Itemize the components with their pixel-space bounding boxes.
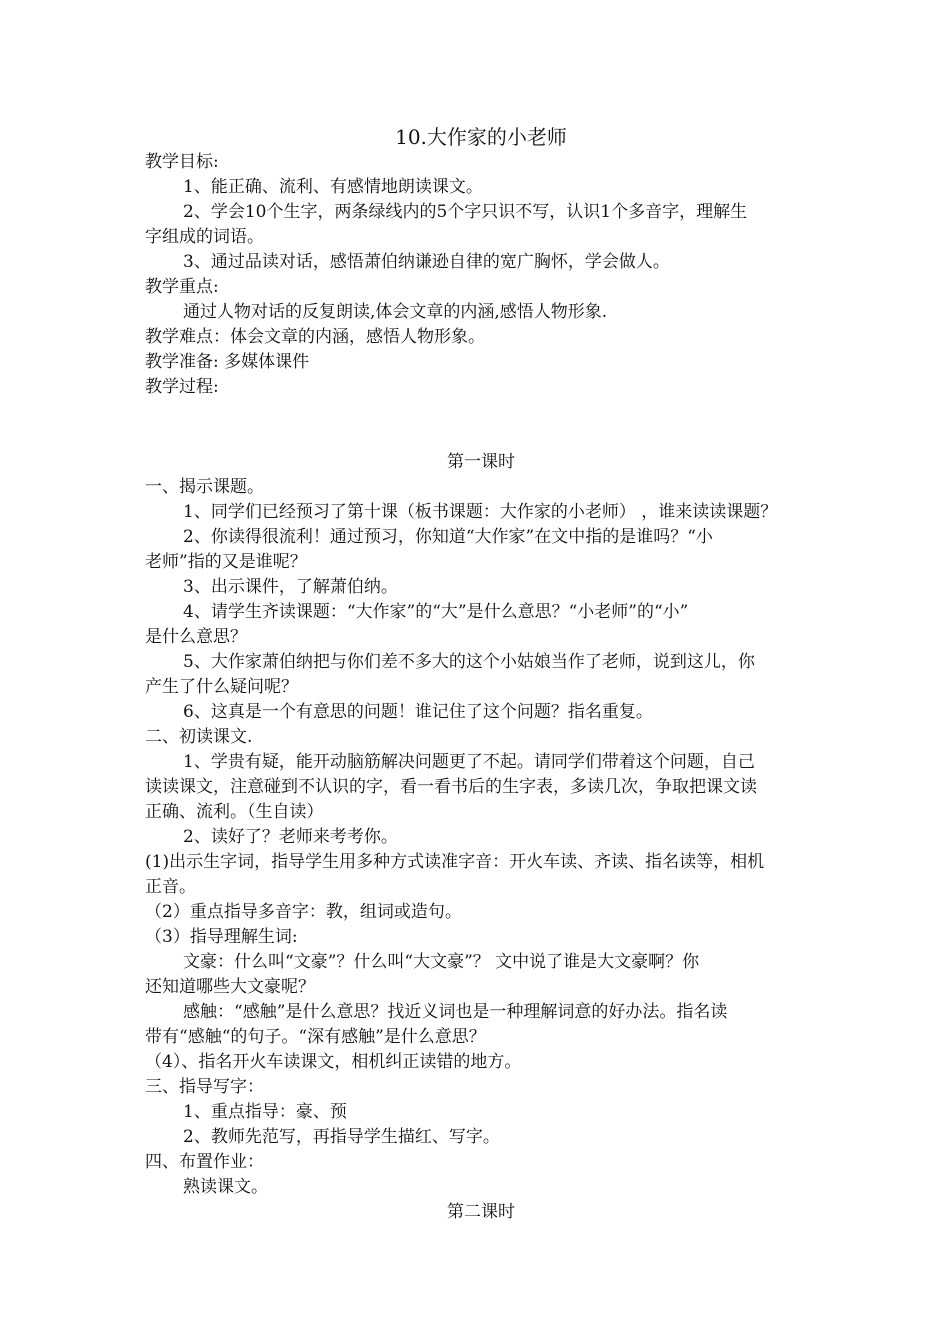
paragraph-line: 熟读课文。	[183, 1177, 268, 1197]
paragraph-line: 6、这真是一个有意思的问题！谁记住了这个问题？指名重复。	[183, 702, 653, 722]
lesson-heading-second: 第二课时	[447, 1202, 515, 1222]
section-heading-key-points: 教学重点:	[145, 277, 219, 297]
paragraph-line: 通过人物对话的反复朗读,体会文章的内涵,感悟人物形象.	[183, 302, 608, 322]
paragraph-line: （4）、指名开火车读课文，相机纠正读错的地方。	[145, 1052, 522, 1072]
step-heading: 二、初读课文.	[145, 727, 253, 747]
paragraph-line: 字组成的词语。	[145, 227, 264, 247]
paragraph-line: 3、出示课件，了解萧伯纳。	[183, 577, 398, 597]
paragraph-line: 1、重点指导：豪、预	[183, 1102, 347, 1122]
paragraph-line: 3、通过品读对话，感悟萧伯纳谦逊自律的宽广胸怀，学会做人。	[183, 252, 670, 272]
paragraph-line: 5、大作家萧伯纳把与你们差不多大的这个小姑娘当作了老师，说到这儿，你	[183, 652, 755, 672]
paragraph-line: 1、能正确、流利、有感情地朗读课文。	[183, 177, 483, 197]
paragraph-line: （3）指导理解生词:	[145, 927, 298, 947]
paragraph-line: 老师”指的又是谁呢？	[145, 552, 307, 572]
paragraph-line: 正音。	[145, 877, 196, 897]
section-heading-objectives: 教学目标:	[145, 152, 219, 172]
paragraph-line: 产生了什么疑问呢？	[145, 677, 298, 697]
paragraph-line: （2）重点指导多音字：教，组词或造句。	[145, 902, 462, 922]
paragraph-line: (1)出示生字词，指导学生用多种方式读准字音：开火车读、齐读、指名读等，相机	[145, 852, 765, 872]
section-heading-difficulties: 教学难点：体会文章的内涵，感悟人物形象。	[145, 327, 485, 347]
paragraph-line: 2、读好了？老师来考考你。	[183, 827, 398, 847]
paragraph-line: 带有“感触“的句子。“深有感触”是什么意思？	[145, 1027, 486, 1047]
paragraph-line: 1、学贵有疑，能开动脑筋解决问题更了不起。请同学们带着这个问题，自己	[183, 752, 755, 772]
lesson-heading-first: 第一课时	[447, 452, 515, 472]
paragraph-line: 感触：“感触”是什么意思？找近义词也是一种理解词意的好办法。指名读	[183, 1002, 728, 1022]
paragraph-line: 1、同学们已经预习了第十课（板书课题：大作家的小老师） ，谁来读读课题？	[183, 502, 778, 522]
section-heading-preparation: 教学准备: 多媒体课件	[145, 352, 310, 372]
paragraph-line: 2、你读得很流利！通过预习，你知道“大作家”在文中指的是谁吗？“小	[183, 527, 713, 547]
section-heading-process: 教学过程:	[145, 377, 219, 397]
paragraph-line: 正确、流利。（生自读）	[145, 802, 324, 822]
step-heading: 三、指导写字：	[145, 1077, 264, 1097]
step-heading: 一、揭示课题。	[145, 477, 264, 497]
paragraph-line: 2、教师先范写，再指导学生描红、写字。	[183, 1127, 500, 1147]
paragraph-line: 文豪：什么叫“文豪”？什么叫“大文豪”？ 文中说了谁是大文豪啊？你	[183, 952, 700, 972]
paragraph-line: 是什么意思？	[145, 627, 247, 647]
paragraph-line: 读读课文，注意碰到不认识的字，看一看书后的生字表，多读几次，争取把课文读	[145, 777, 757, 797]
step-heading: 四、布置作业：	[145, 1152, 264, 1172]
document-title: 10.大作家的小老师	[395, 125, 567, 149]
paragraph-line: 还知道哪些大文豪呢？	[145, 977, 315, 997]
paragraph-line: 4、请学生齐读课题：“大作家”的“大”是什么意思？“小老师”的“小”	[183, 602, 689, 622]
paragraph-line: 2、学会10个生字，两条绿线内的5个字只识不写，认识1个多音字，理解生	[183, 202, 748, 222]
